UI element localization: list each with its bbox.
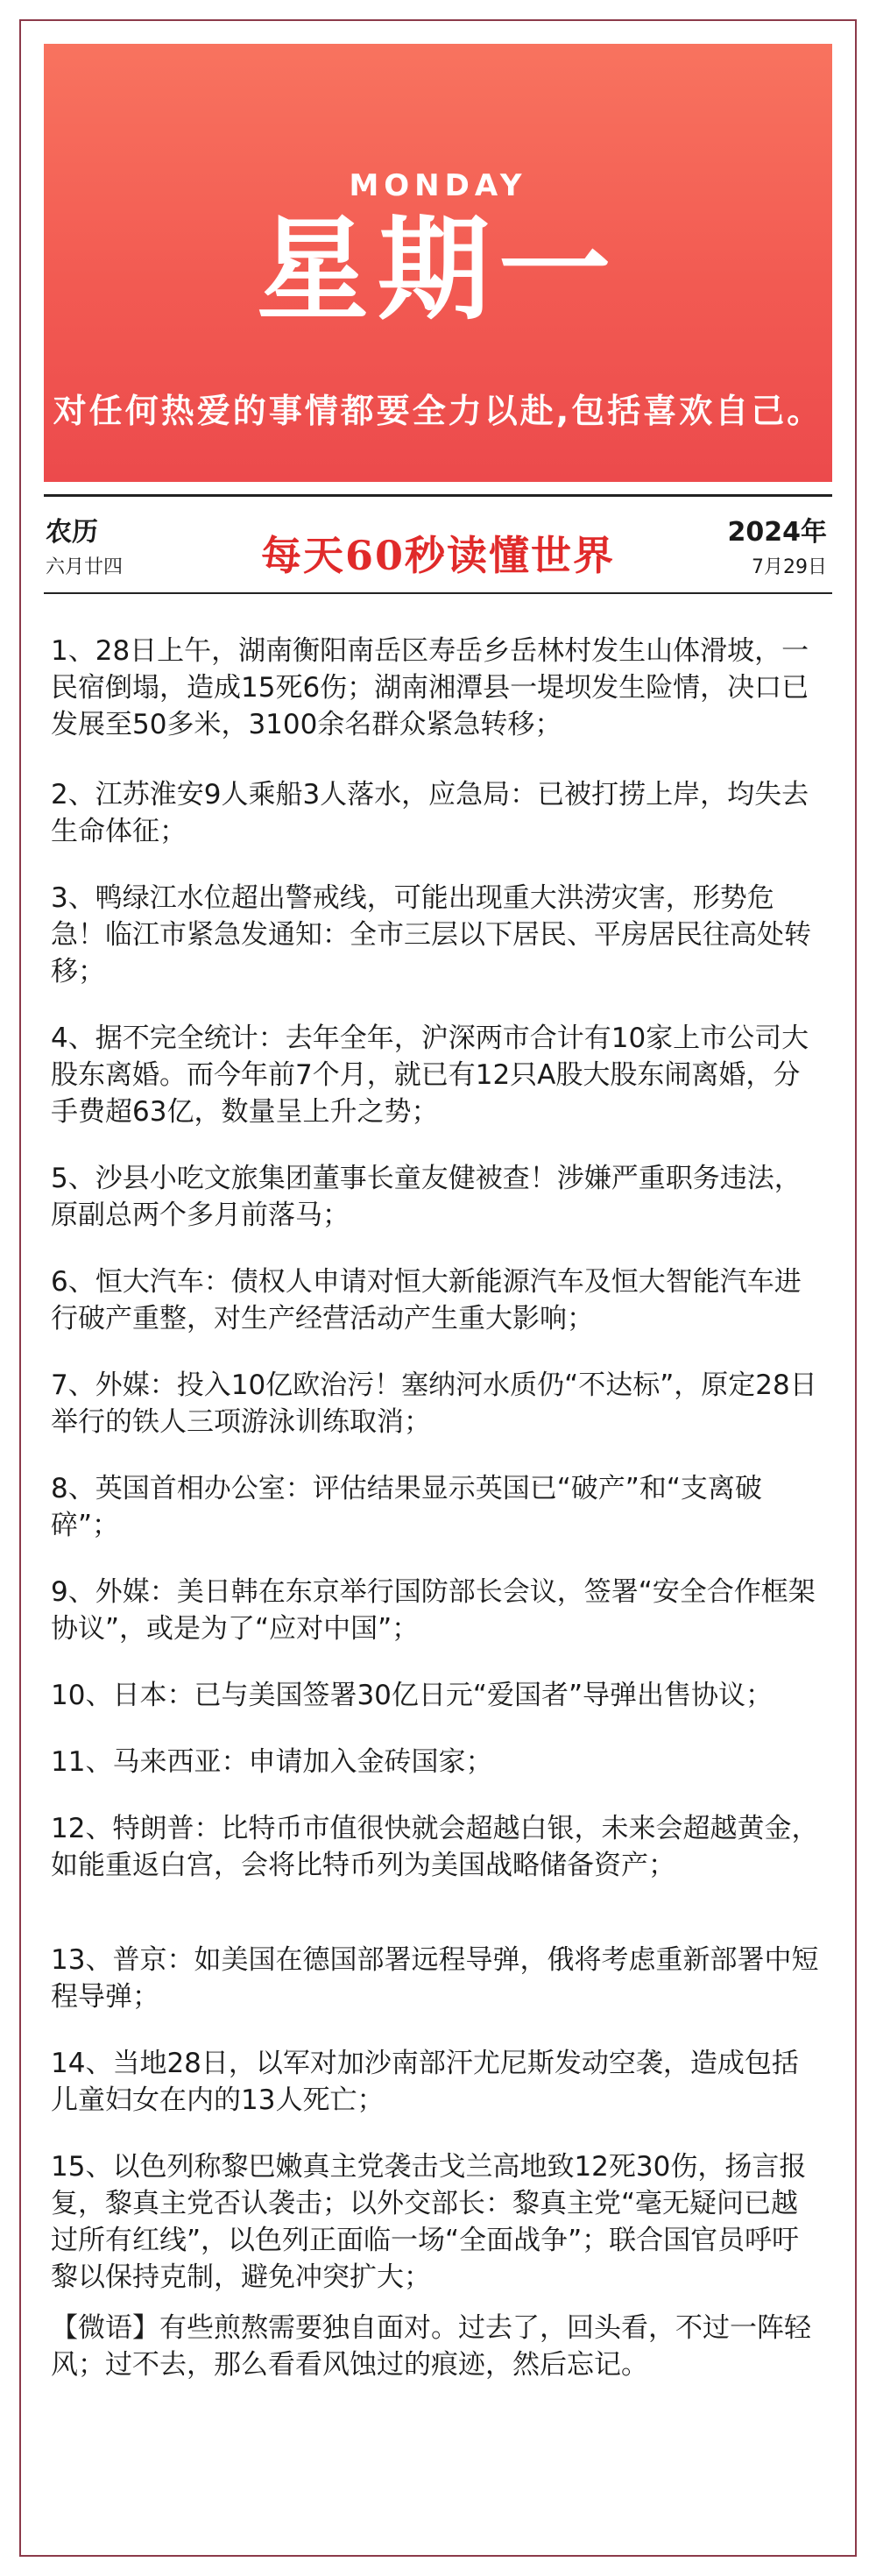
news-item-12: 12、特朗普：比特币市值很快就会超越白银，未来会超越黄金，如能重返白宫，会将比特币列为美国战略储备资产； (51, 1813, 819, 1881)
news-list (51, 633, 825, 2383)
day-banner (44, 44, 832, 482)
news-item-8: 8、英国首相办公室：评估结果显示英国已“破产”和“支离破碎”； (51, 1473, 762, 1541)
news-item-9: 9、外媒：美日韩在东京举行国防部长会议，签署“安全合作框架协议”，或是为了“应对中国”； (51, 1576, 816, 1645)
weekday-english: MONDAY (349, 168, 527, 203)
year-label: 2024年 (727, 517, 827, 548)
news-item-6: 6、恒大汽车：债权人申请对恒大新能源汽车及恒大智能汽车进行破产重整，对生产经营活动产生重大影响； (51, 1266, 802, 1334)
news-item-2: 2、江苏淮安9人乘船3人落水，应急局：已被打捞上岸，均失去生命体征； (51, 779, 809, 847)
divider-bottom (44, 592, 832, 594)
news-item-7: 7、外媒：投入10亿欧治污！塞纳河水质仍“不达标”，原定28日举行的铁人三项游泳训练取消； (51, 1369, 817, 1438)
daily-saying: 【微语】有些煎熬需要独自面对。过去了，回头看，不过一阵轻风；过不去，那么看看风蚀过的痕迹，然后忘记。 (51, 2312, 811, 2381)
news-item-10: 10、日本：已与美国签署30亿日元“爱国者”导弹出售协议； (51, 1680, 774, 1711)
news-item-3: 3、鸭绿江水位超出警戒线，可能出现重大洪涝灾害，形势危急！临江市紧急发通知：全市三层以下居民、平房居民往高处转移； (51, 882, 811, 987)
news-item-15: 15、以色列称黎巴嫩真主党袭击戈兰高地致12死30伤，扬言报复，黎真主党否认袭击；以外交部长：黎真主党“毫无疑问已越过所有红线”，以色列正面临一场“全面战争”；联合国官员呼吁黎以保持克制，避免冲突扩大； (51, 2151, 807, 2293)
news-item-13: 13、普京：如美国在德国部署远程导弹，俄将考虑重新部署中短程导弹； (51, 1944, 819, 2013)
month-day: 7月29日 (752, 556, 827, 578)
news-item-11: 11、马来西亚：申请加入金砖国家； (51, 1746, 493, 1778)
news-item-5: 5、沙县小吃文旅集团董事长童友健被查！涉嫌严重职务违法，原副总两个多月前落马； (51, 1163, 802, 1231)
news-item-1: 1、28日上午，湖南衡阳南岳区寿岳乡岳林村发生山体滑坡，一民宿倒塌，造成15死6伤；湖南湘潭县一堤坝发生险情，决口已发展至50多米，3100余名群众紧急转移； (51, 635, 809, 740)
page-title: 每天60秒读懂世界 (260, 532, 615, 579)
lunar-date: 六月廿四 (46, 556, 124, 578)
news-item-14: 14、当地28日，以军对加沙南部汗尤尼斯发动空袭，造成包括儿童妇女在内的13人死亡； (51, 2048, 799, 2116)
news-item-4: 4、据不完全统计：去年全年，沪深两市合计有10家上市公司大股东离婚。而今年前7个月，就已有12只A股大股东闹离婚，分手费超63亿，数量呈上升之势； (51, 1023, 809, 1128)
daily-motto: 对任何热爱的事情都要全力以赴,包括喜欢自己。 (53, 392, 823, 430)
weekday-chinese: 星期一 (256, 204, 619, 336)
divider-top (44, 494, 832, 497)
lunar-label: 农历 (46, 517, 98, 548)
